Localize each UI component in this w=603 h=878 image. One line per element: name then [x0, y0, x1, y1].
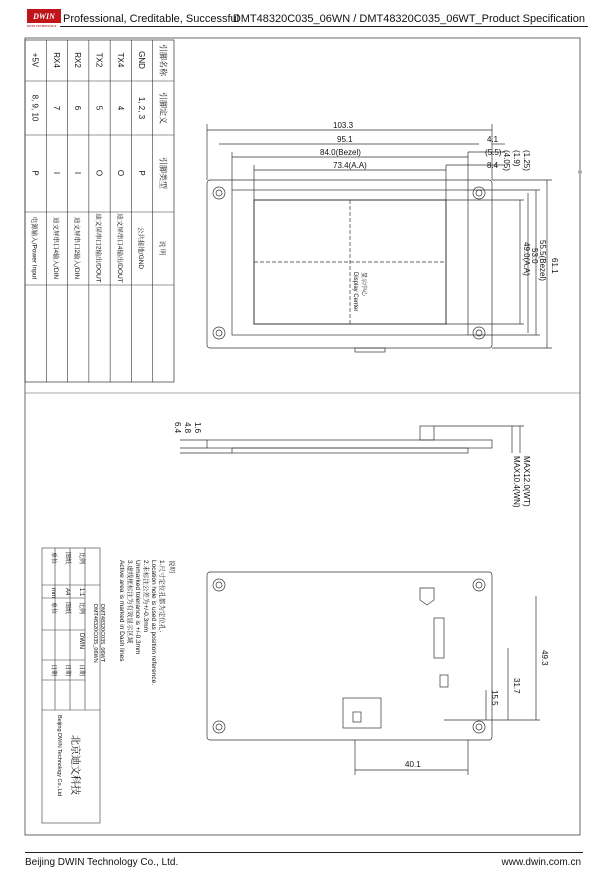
- pin-table-cell: P: [30, 170, 40, 176]
- pin-table-cell: I: [51, 171, 61, 175]
- svg-text:A4: A4: [64, 588, 70, 596]
- svg-text:4.8: 4.8: [183, 422, 192, 434]
- note-line: 2.未标注公差为+/-0.3mm: [142, 560, 149, 633]
- pin-table-cell: GND: [137, 51, 147, 69]
- pin-table-cell: 6: [73, 105, 83, 111]
- svg-text:8.4: 8.4: [487, 161, 499, 170]
- side-view-drawing: [180, 426, 524, 453]
- pin-table-cell: 1, 2, 3: [137, 96, 147, 120]
- svg-text:(4.05): (4.05): [502, 150, 511, 171]
- model-line: DMT48320C035_06WN: [92, 604, 98, 663]
- title-block-model: [92, 604, 105, 663]
- footer-url: www.dwin.com.cn: [501, 857, 581, 868]
- pin-table-header-cell: 说 明: [158, 240, 166, 256]
- note-line: Location hole is used as position reference.: [150, 560, 157, 686]
- svg-text:15.5: 15.5: [490, 690, 499, 706]
- svg-text:103.3: 103.3: [333, 121, 354, 130]
- svg-text:61.1: 61.1: [550, 258, 559, 274]
- pin-table-cell: TX2: [94, 52, 104, 68]
- svg-text:49.0(A.A): 49.0(A.A): [522, 242, 531, 276]
- pin-table-cell: TX4: [115, 52, 125, 68]
- svg-text:1:1: 1:1: [78, 588, 84, 597]
- pin-table-cell: 7: [51, 105, 61, 111]
- header-product-title: DMT48320C035_06WN / DMT48320C035_06WT_Product Specification: [232, 13, 585, 25]
- footer-company: Beijing DWIN Technology Co., Ltd.: [25, 857, 179, 868]
- svg-text:6.4: 6.4: [173, 422, 182, 434]
- notes-title: 说明: [168, 560, 175, 573]
- svg-text:84.0(Bezel): 84.0(Bezel): [320, 148, 361, 157]
- pin-table-cell: RX4: [51, 52, 61, 68]
- pin-table-cell: 5: [94, 105, 104, 111]
- svg-text:73.4(A.A): 73.4(A.A): [333, 161, 367, 170]
- pin-table-cell: P: [137, 170, 147, 176]
- svg-text:北京迪文科技: 北京迪文科技: [69, 735, 80, 795]
- pin-table-cell: 迪文屏串口2输入/DIN: [73, 216, 81, 280]
- svg-text:DWIN: DWIN: [78, 633, 84, 649]
- pin-table-cell: RX2: [73, 52, 83, 68]
- note-line: 1.尺寸定位孔都为定位孔.: [158, 560, 165, 633]
- pin-table-cell: 迪文屏串口4输出/DOUT: [115, 213, 123, 283]
- svg-text:(1.9): (1.9): [512, 150, 521, 167]
- pin-table-cell: I: [73, 171, 83, 175]
- top-view-labels: [320, 121, 559, 311]
- svg-text:(5.5): (5.5): [485, 148, 502, 157]
- svg-text:53.0: 53.0: [530, 248, 539, 264]
- svg-text:比例: 比例: [78, 552, 84, 565]
- pin-table-cell: O: [115, 169, 125, 177]
- pin-table-cell: 迪文屏串口2输出/DOUT: [94, 213, 102, 283]
- svg-text:MAX10.4(WN): MAX10.4(WN): [512, 456, 521, 508]
- footer-rule: [25, 852, 583, 853]
- title-block-labels: [50, 552, 105, 796]
- svg-text:图纸: 图纸: [64, 602, 70, 615]
- svg-text:MAX12.0(WT): MAX12.0(WT): [522, 456, 531, 507]
- bottom-view-drawing: [207, 572, 540, 775]
- pin-table-cell: 电源输入/Power Input: [30, 216, 38, 280]
- side-view-labels: [173, 422, 531, 508]
- pin-table-cell: O: [94, 169, 104, 177]
- svg-text:95.1: 95.1: [337, 135, 353, 144]
- svg-text:(1.25): (1.25): [522, 150, 531, 171]
- svg-text:单位: 单位: [50, 602, 56, 615]
- pin-table-cell: 迪文屏串口4输入/DIN: [51, 216, 59, 280]
- bottom-view-labels: [405, 650, 549, 769]
- pin-table-header-cell: 引脚定义: [158, 92, 168, 124]
- svg-text:显示中心: 显示中心: [360, 272, 366, 297]
- dwin-logo: DWIN DWIN TECHNOLOGY: [27, 9, 61, 23]
- svg-text:Display Center: Display Center: [352, 272, 358, 312]
- svg-text:mm: mm: [50, 588, 56, 598]
- svg-text:日期: 日期: [78, 664, 84, 677]
- note-line: Active area is marked in Dash lines: [118, 560, 125, 662]
- svg-text:比例: 比例: [78, 602, 84, 615]
- note-line: 3.虚线框标注为有效显示区域: [126, 560, 133, 644]
- model-line: DMT48320C035_06WT: [99, 604, 105, 663]
- svg-text:49.3: 49.3: [540, 650, 549, 666]
- pin-table-cell: +5V: [30, 52, 40, 68]
- svg-text:日期: 日期: [64, 664, 70, 677]
- pin-table-header-cell: 引脚名称: [158, 44, 168, 76]
- svg-text:4.1: 4.1: [487, 135, 499, 144]
- note-line: Unmarked tolerance is +/-0.3mm: [134, 560, 141, 655]
- svg-text:31.7: 31.7: [512, 678, 521, 694]
- pin-table: [25, 40, 174, 382]
- svg-text:40.1: 40.1: [405, 760, 421, 769]
- svg-text:Beijing DWIN Technology Co.,Lt: Beijing DWIN Technology Co.,Ltd: [56, 715, 62, 797]
- top-view-drawing: [207, 124, 552, 352]
- svg-text:1.6: 1.6: [193, 422, 202, 434]
- header-tagline: Professional, Creditable, Successful: [63, 13, 240, 25]
- pin-table-cell: 8, 9, 10: [30, 94, 40, 122]
- svg-text:图纸: 图纸: [64, 552, 70, 565]
- pin-table-header-cell: 引脚类型: [158, 157, 168, 189]
- svg-text:单位: 单位: [50, 552, 56, 565]
- pin-table-cell: 4: [115, 105, 125, 111]
- drawing-notes: [118, 560, 177, 685]
- svg-text:日期: 日期: [50, 664, 56, 677]
- pin-table-cell: 公共接地/GND: [137, 226, 145, 270]
- svg-text:55.5(Bezel): 55.5(Bezel): [538, 240, 547, 281]
